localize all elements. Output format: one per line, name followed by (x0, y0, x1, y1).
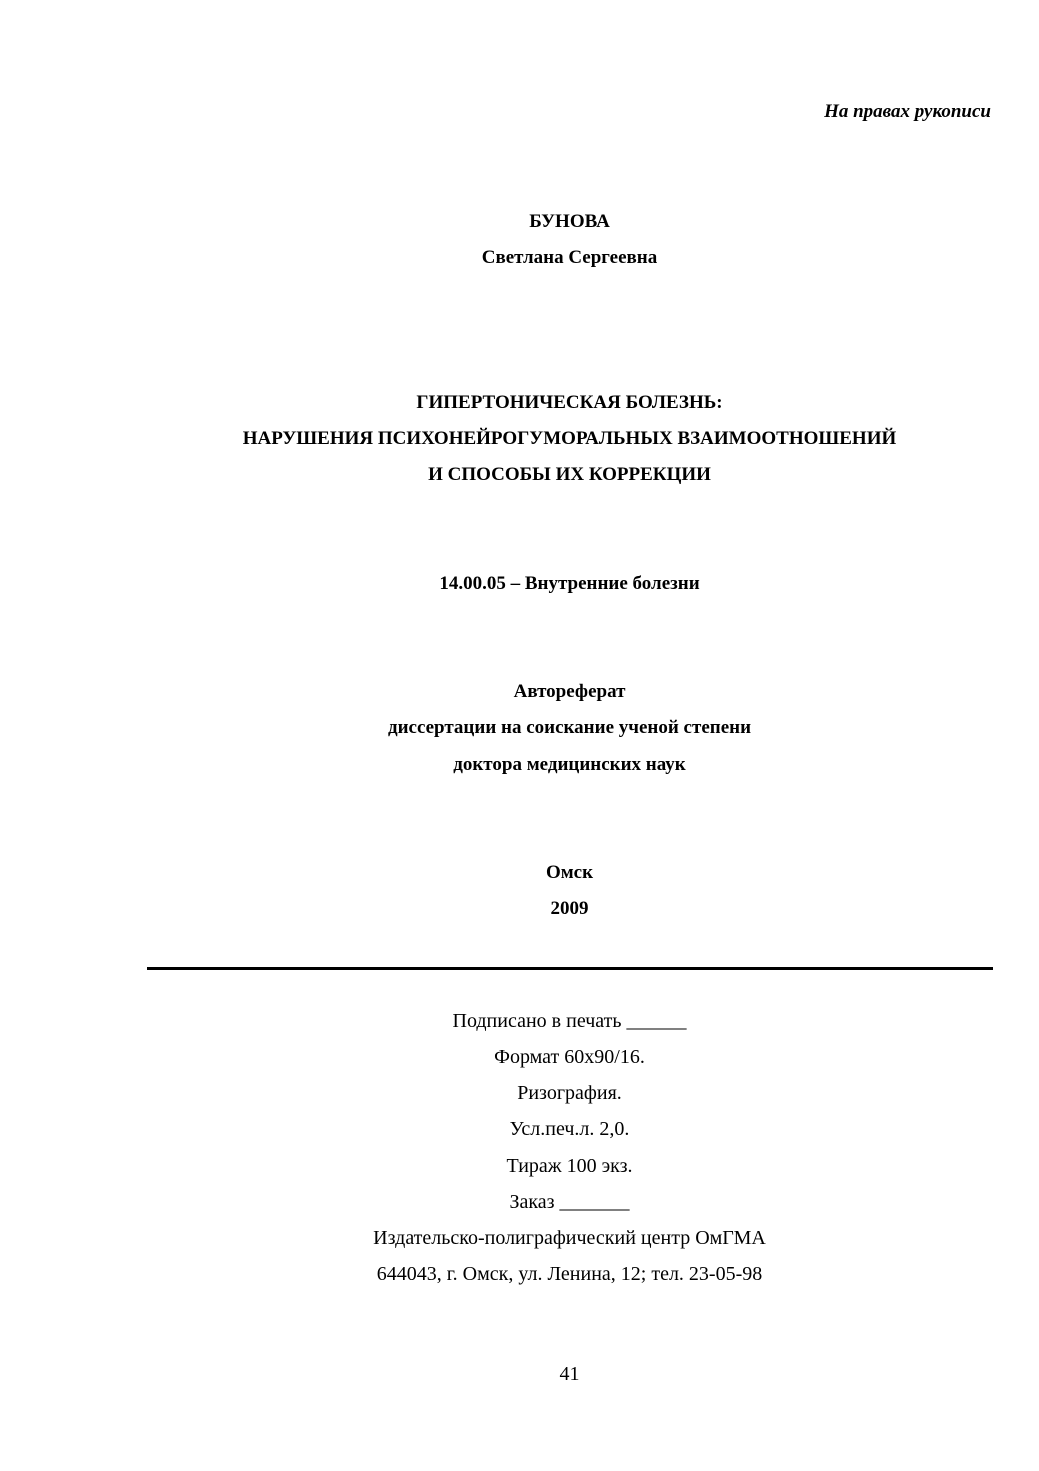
separator-rule (147, 967, 993, 970)
imprint-order: Заказ _______ (509, 1191, 630, 1213)
imprint-publisher: Издательско-полиграфический центр ОмГМА (373, 1227, 766, 1249)
imprint-format: Формат 60х90/16. (494, 1046, 645, 1068)
title-line-3: И СПОСОБЫ ИХ КОРРЕКЦИИ (428, 464, 711, 485)
document-type-line-2: диссертации на соискание ученой степени (387, 717, 752, 738)
author-surname: БУНОВА (529, 211, 610, 232)
imprint-printing: Ризография. (517, 1082, 622, 1104)
specialty: 14.00.05 – Внутренние болезни (439, 573, 700, 594)
title-line-2: НАРУШЕНИЯ ПСИХОНЕЙРОГУМОРАЛЬНЫХ ВЗАИМООТНОШЕНИЙ (242, 428, 897, 449)
document-type-line-3: доктора медицинских наук (453, 754, 686, 775)
page-number: 41 (559, 1363, 580, 1385)
manuscript-notice: На правах рукописи (824, 101, 991, 122)
imprint-circulation: Тираж 100 экз. (506, 1155, 633, 1177)
author-given-names: Светлана Сергеевна (481, 247, 658, 268)
imprint-address: 644043, г. Омск, ул. Ленина, 12; тел. 23-05-98 (376, 1263, 763, 1285)
document-type-line-1: Автореферат (513, 681, 626, 702)
title-line-1: ГИПЕРТОНИЧЕСКАЯ БОЛЕЗНЬ: (416, 392, 723, 413)
year: 2009 (550, 898, 589, 919)
imprint-printed-sheets: Усл.печ.л. 2,0. (509, 1118, 630, 1140)
city: Омск (545, 862, 594, 883)
imprint-signed-to-print: Подписано в печать ______ (452, 1010, 687, 1032)
